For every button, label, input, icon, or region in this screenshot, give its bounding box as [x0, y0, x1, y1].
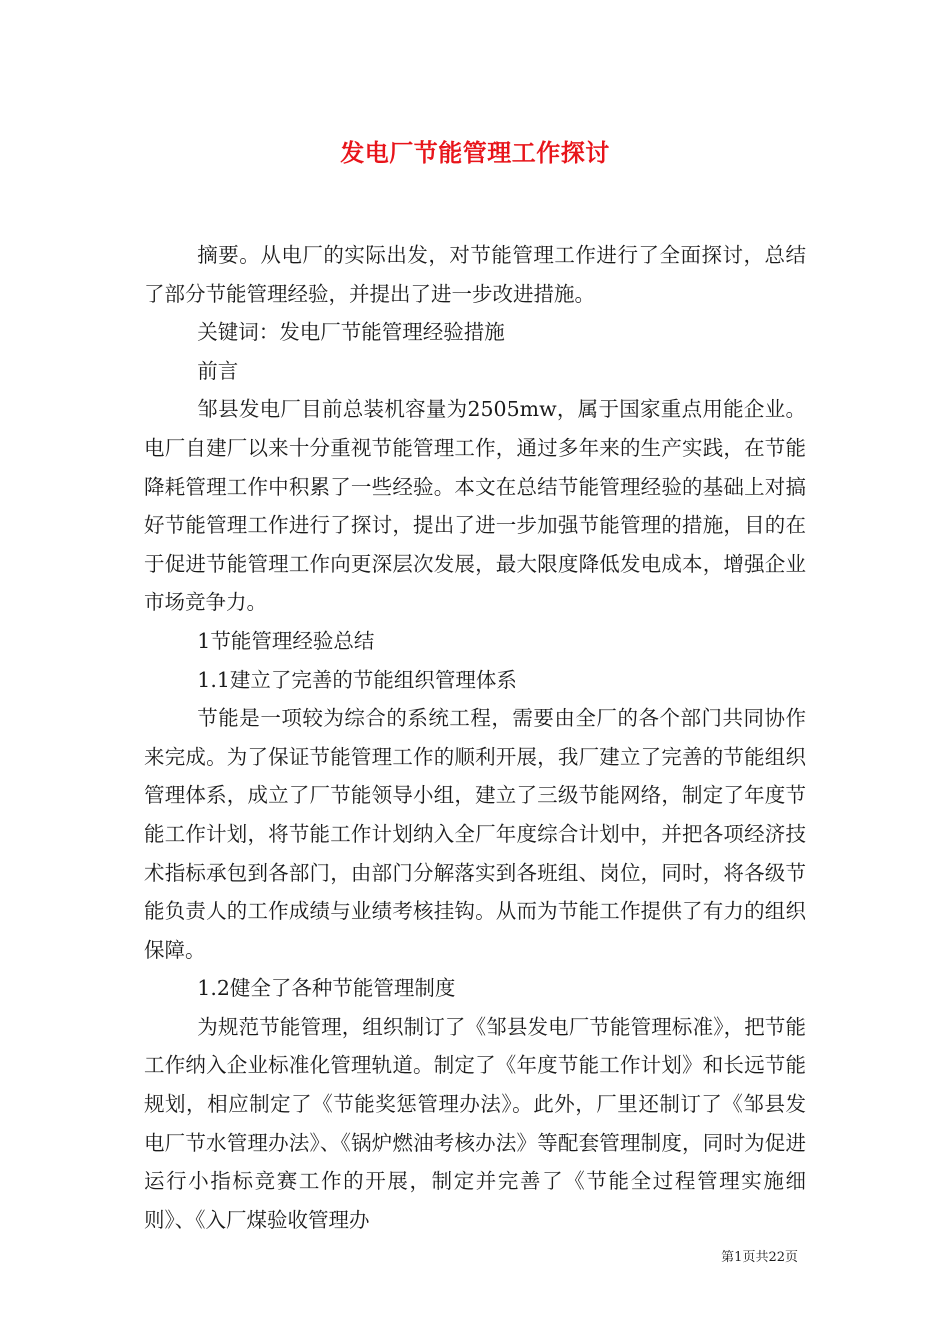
body-paragraph: 节能是一项较为综合的系统工程，需要由全厂的各个部门共同协作来完成。为了保证节能管理工作的顺利开展，我厂建立了完善的节能组织管理体系，成立了厂节能领导小组，建立了三级节能网络，制定了年度节能工作计划，将节能工作计划纳入全厂年度综合计划中，并把各项经济技术指标承包到各部门，由部门分解落实到各班组、岗位，同时，将各级节能负责人的工作成绩与业绩考核挂钩。从而为节能工作提供了有力的组织保障。 [144, 706, 806, 962]
body-paragraph: 邹县发电厂目前总装机容量为2505mw，属于国家重点用能企业。电厂自建厂以来十分重视节能管理工作，通过多年来的生产实践，在节能降耗管理工作中积累了一些经验。本文在总结节能管理经验的基础上对搞好节能管理工作进行了探讨，提出了进一步加强节能管理的措施，目的在于促进节能管理工作向更深层次发展，最大限度降低发电成本，增强企业市场竞争力。 [144, 397, 806, 615]
document-title: 发电厂节能管理工作探讨 [340, 138, 610, 167]
section-heading-preface: 前言 [197, 358, 239, 383]
page-number-footer: 第1页共22页 [721, 1250, 798, 1265]
keywords-paragraph: 关键词：发电厂节能管理经验措施 [197, 320, 505, 345]
body-paragraph: 为规范节能管理，组织制订了《邹县发电厂节能管理标准》，把节能工作纳入企业标准化管理轨道。制定了《年度节能工作计划》和长远节能规划，相应制定了《节能奖惩管理办法》。此外，厂里还制订了《邹县发电厂节水管理办法》、《锅炉燃油考核办法》等配套管理制度，同时为促进运行小指标竞赛工作的开展，制定并完善了《节能全过程管理实施细则》、《入厂煤验收管理办 [144, 1014, 806, 1232]
section-heading-1-1: 1.1建立了完善的节能组织管理体系 [197, 667, 517, 692]
document-body [144, 236, 806, 1239]
abstract-paragraph: 摘要。从电厂的实际出发，对节能管理工作进行了全面探讨，总结了部分节能管理经验，并提出了进一步改进措施。 [144, 243, 806, 306]
section-heading-1-2: 1.2健全了各种节能管理制度 [197, 976, 456, 1001]
section-heading-1: 1节能管理经验总结 [197, 628, 375, 653]
